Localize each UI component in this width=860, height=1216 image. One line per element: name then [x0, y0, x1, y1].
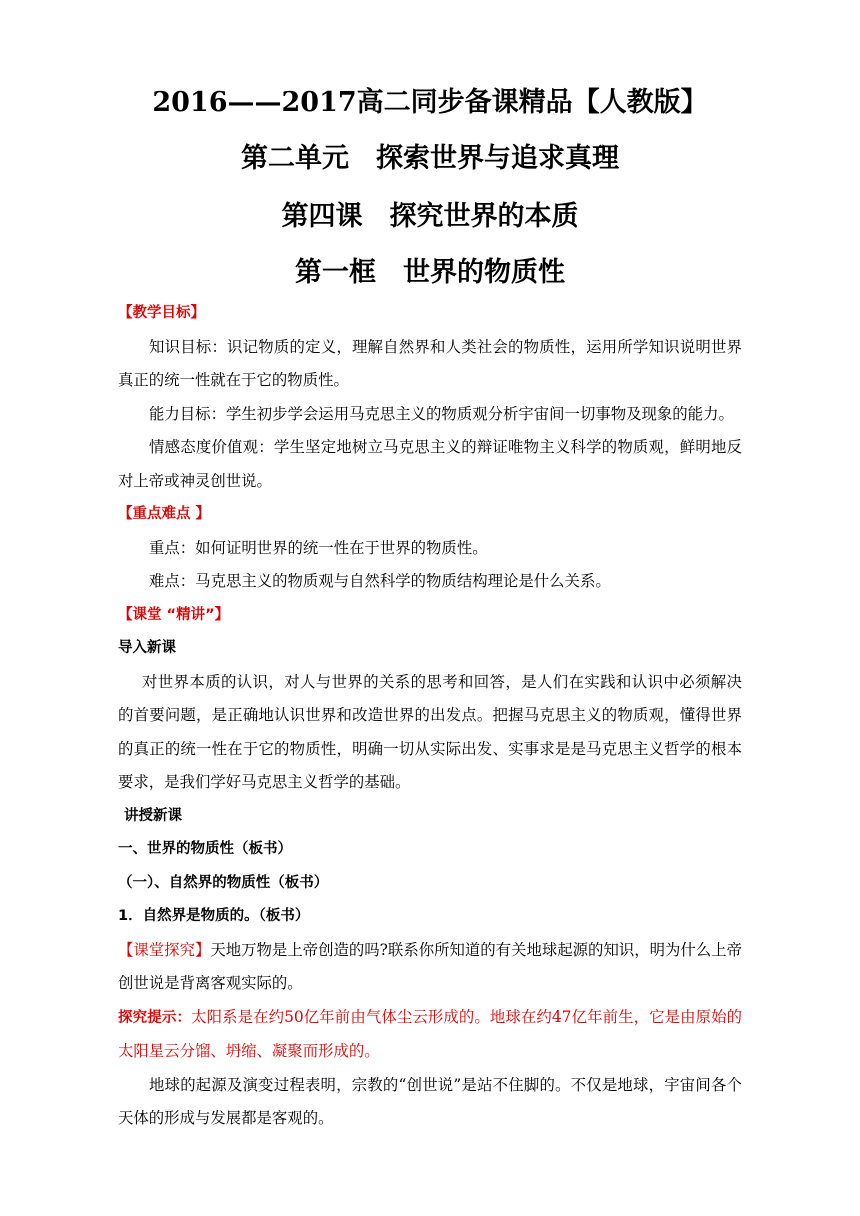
new-lesson-heading: 讲授新课 — [124, 807, 182, 824]
intro-text: 对世界本质的认识，对人与世界的关系的思考和回答，是人们在实践和认识中必须解决的首要问题，是正确地认识世界和改造世界的出发点。把握马克思主义的物质观，懂得世界的真正的统一性在于它的物质性，明确一切从实际出发、实事求是是马克思主义哲学的根本要求，是我们学好马克思主义哲学的基础。 — [118, 672, 742, 791]
objectives-heading: 【教学目标】 — [118, 305, 205, 321]
lecture-heading: 【课堂 “精讲”】 — [118, 606, 230, 623]
explore-text: 天地万物是上帝创造的吗?联系你所知道的有关地球起源的知识，明为什么上帝创世说是背离客观实际的。 — [118, 940, 742, 992]
section-1-subheading: （一）、自然界的物质性（板书） — [118, 874, 329, 891]
explore-label: 【课堂探究】 — [118, 940, 211, 959]
intro-heading: 导入新课 — [118, 640, 176, 656]
key-points-heading: 【重点难点 】 — [118, 506, 211, 522]
hint-label: 探究提示： — [118, 1009, 192, 1026]
lesson-title: 第四课 探究世界的本质 — [281, 201, 579, 232]
section-1-heading: 一、世界的物质性（板书） — [118, 841, 292, 857]
emotion-objective: 情感态度价值观：学生坚定地树立马克思主义的辩证唯物主义科学的物质观，鲜明地反对上帝或神灵创世说。 — [118, 438, 742, 490]
frame-title: 第一框 世界的物质性 — [295, 257, 565, 288]
hint-paragraph — [118, 1001, 742, 1069]
key-point: 重点：如何证明世界的统一性在于世界的物质性。 — [149, 538, 488, 557]
difficult-point: 难点：马克思主义的物质观与自然科学的物质结构理论是什么关系。 — [149, 572, 611, 590]
knowledge-objective: 知识目标：识记物质的定义，理解自然界和人类社会的物质性，运用所学知识说明世界真正的统一性就在于它的物质性。 — [118, 337, 742, 389]
hint-text: 太阳系是在约50亿年前由气体尘云形成的。地球在约47亿年前生，它是由原始的太阳星云分馏、坍缩、凝聚而形成的。 — [118, 1007, 743, 1060]
conclusion-text: 地球的起源及演变过程表明，宗教的“创世说”是站不住脚的。不仅是地球，宇宙间各个天体的形成与发展都是客观的。 — [118, 1075, 742, 1127]
main-title: 2016——2017高二同步备课精品【人教版】 — [152, 87, 708, 118]
explore-paragraph — [118, 934, 742, 1001]
document-body — [118, 297, 742, 1136]
point-1-heading: 1．自然界是物质的。（板书） — [118, 908, 310, 924]
ability-objective: 能力目标：学生初步学会运用马克思主义的物质观分析宇宙间一切事物及现象的能力。 — [149, 404, 734, 423]
unit-title: 第二单元 探索世界与追求真理 — [241, 143, 619, 174]
